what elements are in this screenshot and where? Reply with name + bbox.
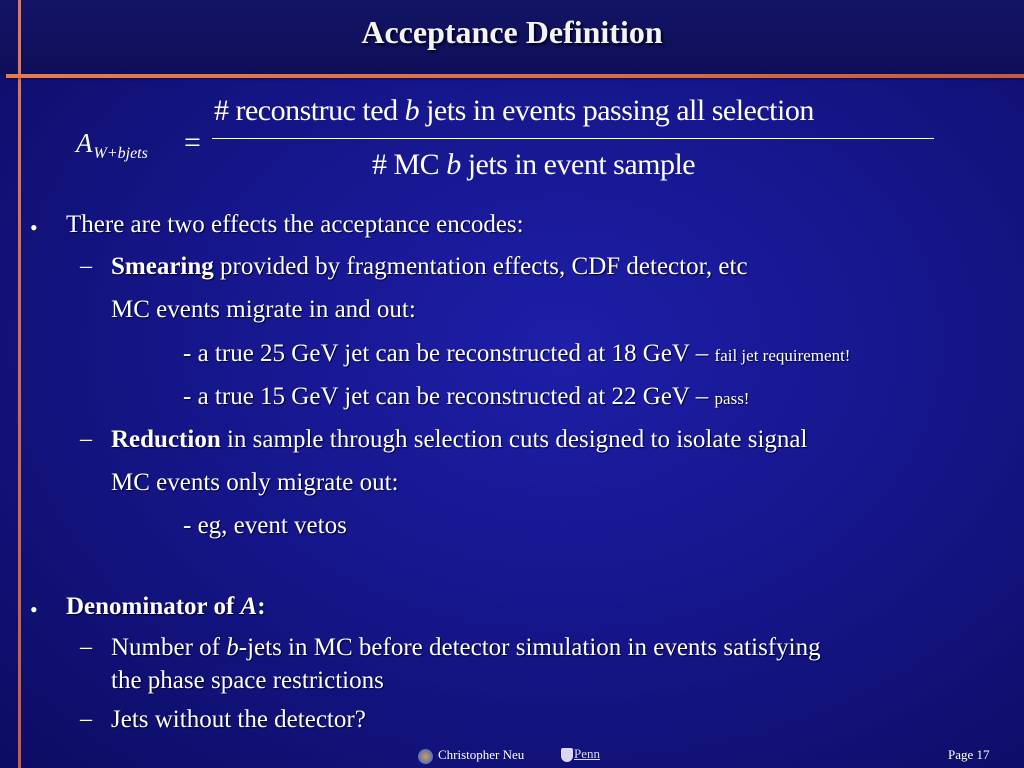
dash-marker: – xyxy=(80,253,92,279)
example-25gev xyxy=(183,340,850,368)
horizontal-accent-line xyxy=(6,74,1024,78)
example-vetos: - eg, event vetos xyxy=(183,512,347,539)
formula-equals: = xyxy=(184,126,201,159)
example-15gev xyxy=(183,383,749,411)
page-number: Page 17 xyxy=(948,747,990,762)
bullet-marker: • xyxy=(30,215,38,240)
number-bjets-post: -jets in MC before detector simulation in events satisfying xyxy=(238,634,821,661)
bullet-marker: • xyxy=(30,597,38,622)
numerator-post: jets in events passing all selection xyxy=(419,94,814,127)
dash-marker: – xyxy=(80,426,92,452)
item-reduction xyxy=(111,426,807,454)
number-bjets-var: b xyxy=(226,634,239,661)
reduction-term: Reduction xyxy=(111,426,221,453)
example-25gev-text: - a true 25 GeV jet can be reconstructed at 18 GeV – xyxy=(183,340,715,367)
denominator-colon: : xyxy=(257,593,266,620)
item-number-bjets xyxy=(111,634,821,662)
dash-marker: – xyxy=(80,706,92,732)
penn-shield-icon xyxy=(561,748,573,762)
formula-lhs xyxy=(76,128,148,162)
formula-subscript: W+bjets xyxy=(93,145,148,162)
denominator-post: jets in event sample xyxy=(460,148,696,181)
example-15gev-note: pass! xyxy=(714,389,750,408)
fraction-bar xyxy=(212,138,934,139)
number-bjets-pre: Number of xyxy=(111,634,227,661)
reduction-subline: MC events only migrate out: xyxy=(111,469,399,496)
fermilab-seal-icon xyxy=(418,749,433,764)
smearing-subline: MC events migrate in and out: xyxy=(111,296,416,323)
example-25gev-note: fail jet requirement! xyxy=(714,346,851,365)
numerator-pre: # reconstruc ted xyxy=(214,94,405,127)
smearing-desc: provided by fragmentation effects, CDF detector, etc xyxy=(213,253,748,280)
footer-institution: Penn xyxy=(574,746,600,761)
footer-author: Christopher Neu xyxy=(438,747,525,762)
formula-denominator xyxy=(372,148,695,182)
smearing-term: Smearing xyxy=(111,253,214,280)
item-smearing xyxy=(111,253,748,281)
bullet-denominator xyxy=(66,593,266,621)
denominator-symbol: A xyxy=(240,593,258,620)
formula-numerator xyxy=(214,94,814,128)
reduction-desc: in sample through selection cuts designed to isolate signal xyxy=(220,426,808,453)
item-jets-without-detector: Jets without the detector? xyxy=(111,706,366,733)
denominator-label: Denominator of xyxy=(66,593,241,620)
denominator-pre: # MC xyxy=(372,148,447,181)
numerator-var: b xyxy=(404,94,420,127)
dash-marker: – xyxy=(80,634,92,660)
bullet-effects: There are two effects the acceptance encodes: xyxy=(66,211,524,238)
example-15gev-text: - a true 15 GeV jet can be reconstructed at 22 GeV – xyxy=(183,383,715,410)
denominator-var: b xyxy=(446,148,461,181)
acceptance-formula xyxy=(0,86,1024,196)
slide-title: Acceptance Definition xyxy=(361,14,663,50)
item-number-bjets-cont: the phase space restrictions xyxy=(111,667,384,694)
acceptance-symbol: A xyxy=(76,128,93,158)
